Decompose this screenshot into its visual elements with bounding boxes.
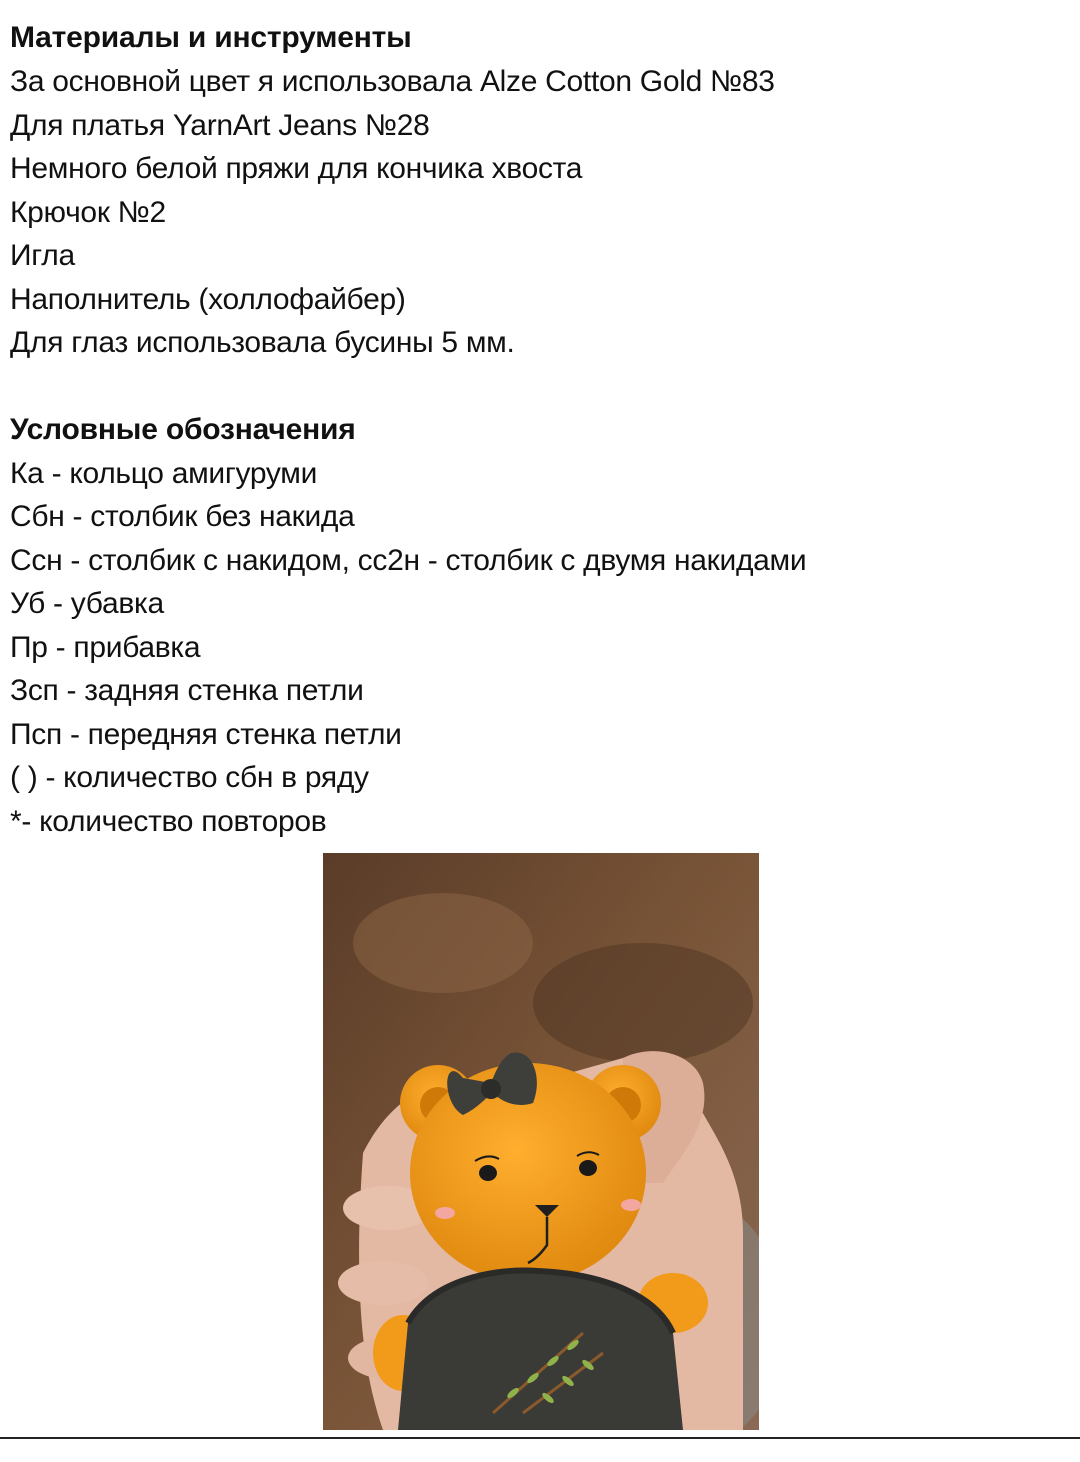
section-gap xyxy=(10,365,1070,408)
legend-line: Пр - прибавка xyxy=(10,630,201,664)
bear-toy-illustration xyxy=(323,853,759,1430)
materials-line: Для глаз использовала бусины 5 мм. xyxy=(10,326,515,359)
bear-toy-photo xyxy=(323,853,759,1430)
materials-line: За основной цвет я использовала Alze Cotton Gold №83 xyxy=(10,65,775,98)
legend-heading: Условные обозначения xyxy=(10,412,356,446)
materials-line: Игла xyxy=(10,239,75,272)
legend-line: ( ) - количество сбн в ряду xyxy=(10,761,369,794)
materials-line: Наполнитель (холлофайбер) xyxy=(10,282,406,316)
legend-line: Ссн - столбик с накидом, сс2н - столбик с двумя накидами xyxy=(10,543,807,577)
bottom-divider xyxy=(0,1437,1080,1439)
document-body xyxy=(10,16,1070,843)
legend-line: Псп - передняя стенка петли xyxy=(10,717,402,751)
materials-line: Для платья YarnArt Jeans №28 xyxy=(10,108,430,142)
legend-line: Ка - кольцо амигуруми xyxy=(10,456,318,490)
materials-line: Крючок №2 xyxy=(10,195,166,229)
materials-line: Немного белой пряжи для кончика хвоста xyxy=(10,152,583,185)
legend-line: *- количество повторов xyxy=(10,804,327,838)
legend-line: Уб - убавка xyxy=(10,587,164,620)
materials-heading: Материалы и инструменты xyxy=(10,21,412,54)
legend-line: Сбн - столбик без накида xyxy=(10,500,355,533)
legend-line: Зсп - задняя стенка петли xyxy=(10,674,364,707)
